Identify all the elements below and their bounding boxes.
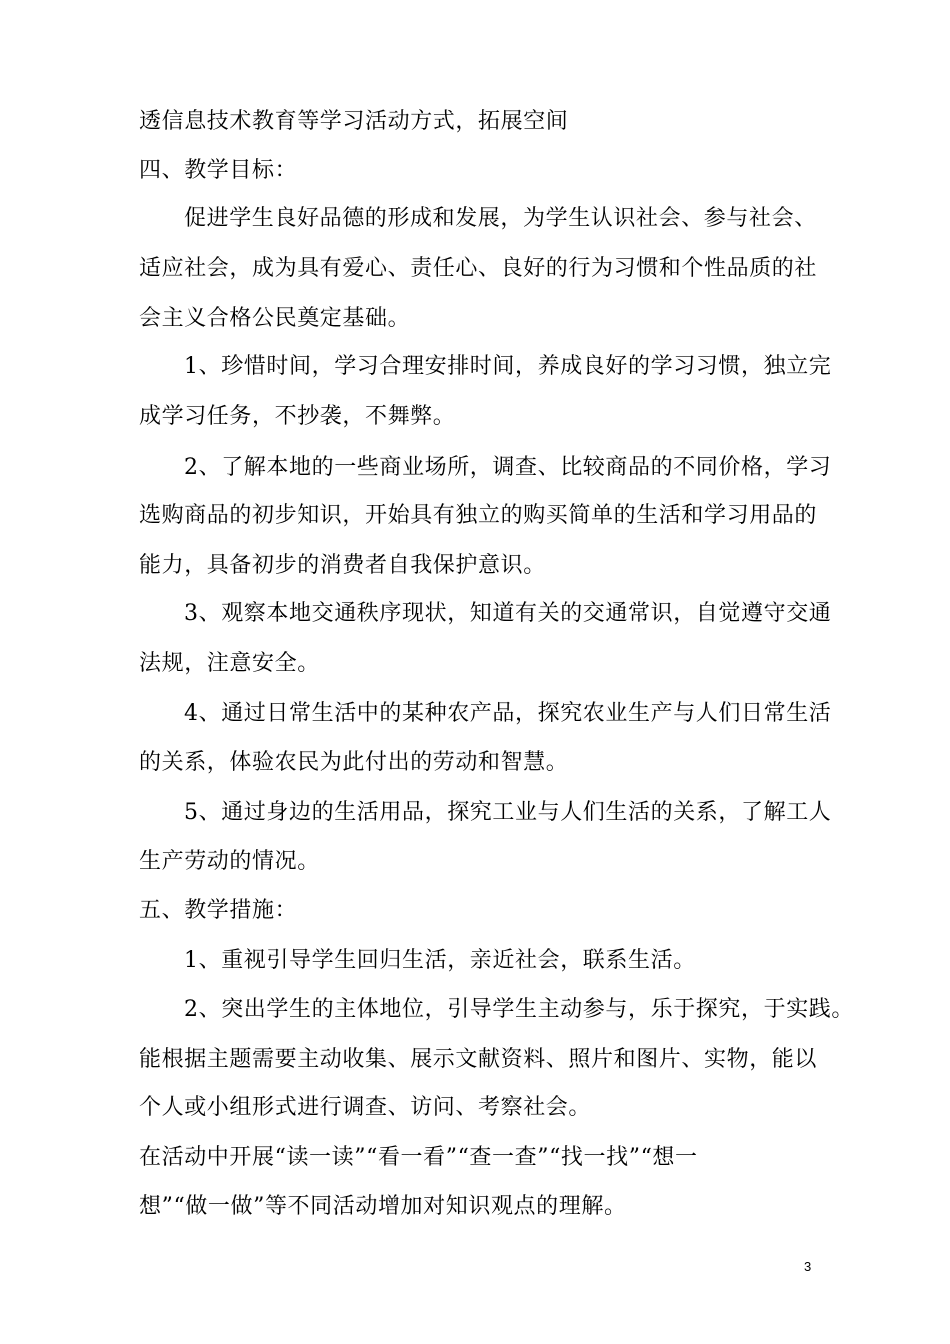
- text-line-20: 能根据主题需要主动收集、展示文献资料、照片和图片、实物，能以: [139, 1047, 818, 1072]
- section-heading-goals: 四、教学目标：: [139, 158, 298, 183]
- text-line-7: 成学习任务，不抄袭，不舞弊。: [139, 404, 456, 429]
- text-line-12: 法规，注意安全。: [139, 651, 320, 676]
- text-line-8: 2、了解本地的一些商业场所，调查、比较商品的不同价格，学习: [184, 455, 832, 480]
- text-line-11: 3、观察本地交通秩序现状，知道有关的交通常识，自觉遵守交通: [184, 601, 832, 626]
- text-line-19: 2、突出学生的主体地位，引导学生主动参与，乐于探究，于实践。: [184, 997, 854, 1022]
- text-line-1: 透信息技术教育等学习活动方式，拓展空间: [139, 109, 569, 134]
- text-line-3: 促进学生良好品德的形成和发展，为学生认识社会、参与社会、: [184, 206, 817, 231]
- page-number: 3: [804, 1259, 812, 1274]
- text-line-4: 适应社会，成为具有爱心、责任心、良好的行为习惯和个性品质的社: [139, 256, 818, 281]
- text-line-15: 5、通过身边的生活用品，探究工业与人们生活的关系，了解工人: [184, 800, 832, 825]
- section-heading-measures: 五、教学措施：: [139, 898, 298, 923]
- text-line-13: 4、通过日常生活中的某种农产品，探究农业生产与人们日常生活: [184, 701, 832, 726]
- text-line-5: 会主义合格公民奠定基础。: [139, 306, 411, 331]
- text-line-10: 能力，具备初步的消费者自我保护意识。: [139, 553, 546, 578]
- text-line-21: 个人或小组形式进行调查、访问、考察社会。: [139, 1095, 592, 1120]
- text-line-9: 选购商品的初步知识，开始具有独立的购买简单的生活和学习用品的: [139, 503, 818, 528]
- text-line-18: 1、重视引导学生回归生活，亲近社会，联系生活。: [184, 948, 696, 973]
- text-line-22: 在活动中开展“读一读”“看一看”“查一查”“找一找”“想一: [139, 1145, 698, 1170]
- text-line-6: 1、珍惜时间，学习合理安排时间，养成良好的学习习惯，独立完: [184, 354, 832, 379]
- text-line-14: 的关系，体验农民为此付出的劳动和智慧。: [139, 750, 569, 775]
- text-line-23: 想”“做一做”等不同活动增加对知识观点的理解。: [139, 1194, 627, 1219]
- text-line-16: 生产劳动的情况。: [139, 849, 320, 874]
